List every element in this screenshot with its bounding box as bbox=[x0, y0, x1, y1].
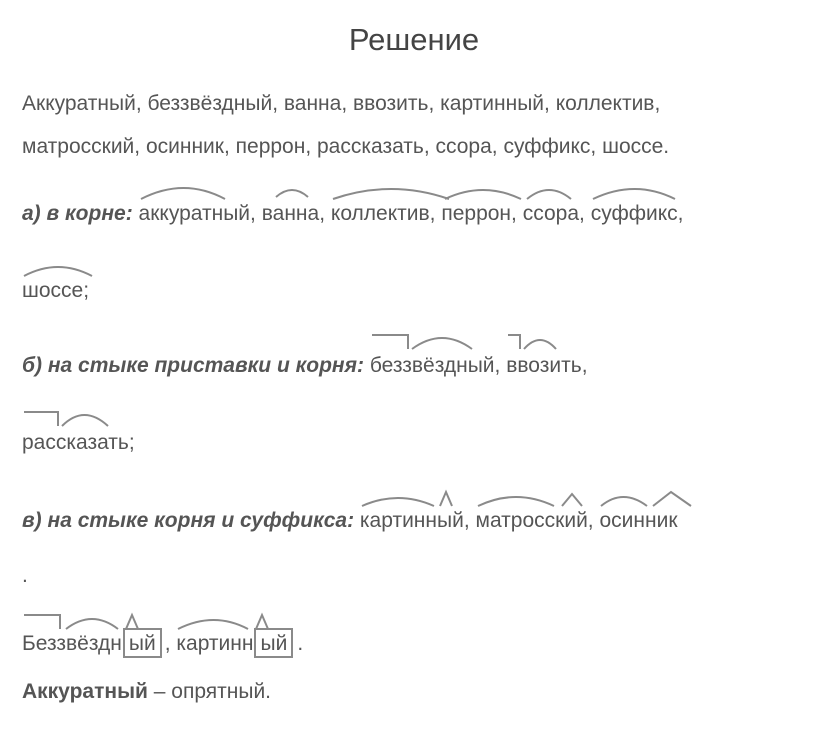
word-list-line-1: Аккуратный, беззвёздный, ванна, ввозить, картинный, коллектив, bbox=[22, 92, 661, 115]
root-arc-icon bbox=[22, 260, 102, 280]
section-a-word-1: аккуратный bbox=[139, 203, 251, 224]
section-b-line-2: рассказать; bbox=[22, 432, 135, 453]
root-suffix-marks-icon bbox=[360, 486, 470, 510]
section-a-word-5: ссора bbox=[523, 203, 579, 224]
section-b-word-1: беззвёздный bbox=[370, 355, 495, 376]
root-arc-icon bbox=[331, 183, 451, 203]
root-arc-icon bbox=[523, 183, 593, 203]
root-arc-icon bbox=[139, 183, 229, 203]
section-a-word-6: суффикс bbox=[591, 203, 678, 224]
section-c-word-3: осинник bbox=[599, 510, 677, 531]
root-arc-icon bbox=[591, 183, 691, 203]
section-a-word-4: перрон bbox=[441, 203, 511, 224]
section-c-label: в) на стыке корня и суффикса: bbox=[22, 509, 355, 532]
section-b-word-2: ввозить bbox=[506, 355, 581, 376]
word2-ending-box: ый bbox=[254, 628, 293, 658]
section-a-last-word: шоссе bbox=[22, 280, 83, 301]
section-c-word-2: матросский bbox=[476, 510, 588, 531]
word-list-line-2: матросский, осинник, перрон, рассказать, ссора, суффикс, шоссе. bbox=[22, 135, 670, 158]
section-a-line-2: шоссе; bbox=[22, 280, 89, 301]
root-arc-icon bbox=[262, 183, 322, 203]
prefix-root-marks-icon bbox=[22, 408, 122, 432]
definition-term: Аккуратный bbox=[22, 680, 148, 703]
page-title: Решение bbox=[348, 22, 480, 57]
root-suffix-marks-icon bbox=[599, 486, 709, 510]
section-a-label: а) в корне: bbox=[22, 202, 133, 225]
section-b-last-word: рассказать bbox=[22, 432, 129, 453]
section-c-line: в) на стыке корня и суффикса: картинный, матросский, осинник bbox=[22, 510, 678, 531]
prefix-root-marks-icon bbox=[506, 333, 576, 355]
root-arc-icon bbox=[441, 183, 531, 203]
section-b-label: б) на стыке приставки и корня: bbox=[22, 354, 364, 377]
section-c-word-1: картинный bbox=[360, 510, 464, 531]
definition-line bbox=[22, 681, 271, 702]
section-b-line: б) на стыке приставки и корня: беззвёздный, ввозить, bbox=[22, 355, 588, 376]
section-a-word-3: коллектив bbox=[331, 203, 430, 224]
section-c-dot: . bbox=[22, 564, 28, 587]
word1-ending-box: ый bbox=[123, 628, 162, 658]
word1-stem: Беззвёздн bbox=[22, 633, 122, 654]
word2-stem: картинн bbox=[176, 633, 253, 654]
morpheme-breakdown-line: Беззвёздн ый , картинн ый . bbox=[22, 628, 303, 658]
definition-text: – опрятный. bbox=[147, 680, 272, 703]
root-suffix-marks-icon bbox=[476, 486, 606, 510]
prefix-root-marks-icon bbox=[370, 333, 500, 355]
section-a-line: а) в корне: аккуратный, ванна, коллектив, перрон, ссора, суффикс, bbox=[22, 203, 684, 224]
section-a-word-2: ванна bbox=[262, 203, 319, 224]
